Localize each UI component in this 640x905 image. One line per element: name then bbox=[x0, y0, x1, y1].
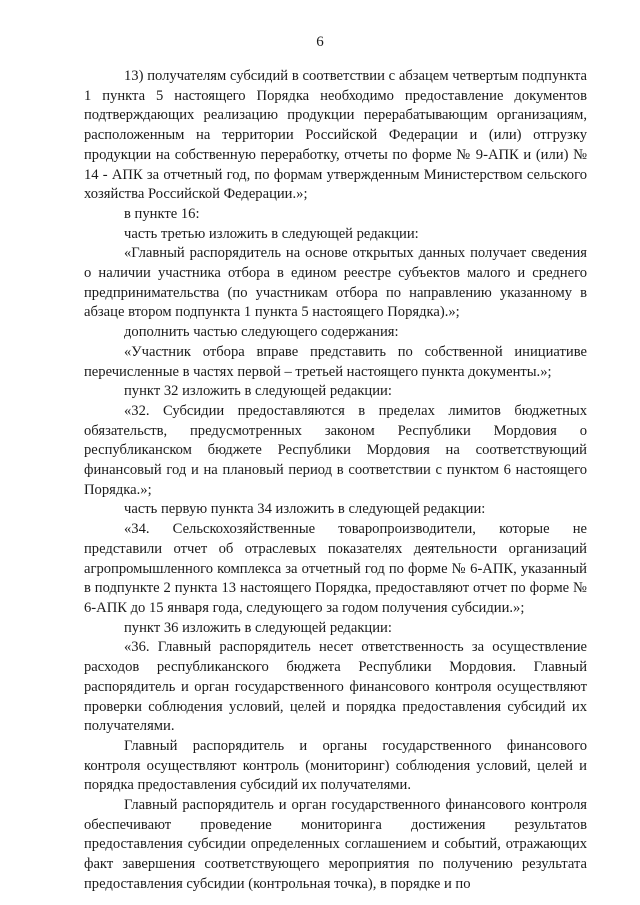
paragraph-section-16: в пункте 16: bbox=[124, 205, 200, 222]
document-body bbox=[84, 67, 587, 895]
page-number: 6 bbox=[316, 34, 324, 50]
paragraph-section-32-text: «32. Субсидии предоставляются в пределах лимитов бюджетных обязательств, предусмотренных законом Республики Мордовия о республиканском бюджете Республики Мордовия на соответствующий финансовый год и на плановый период в соответствии с пунктом 6 настоящего Порядка.»; bbox=[84, 402, 587, 498]
paragraph-13: 13) получателям субсидий в соответствии с абзацем четвертым подпункта 1 пункта 5 настоящего Порядка необходимо предоставление документов подтверждающих реализацию продукции перерабатывающим организациям, расположенным на территории Российской Федерации и (или) отгрузку продукции на собственную переработку, отчеты по форме № 9-АПК и (или) № 14 - АПК за отчетный год, по формам утвержденным Министерством сельского хозяйства Российской Федерации.»; bbox=[84, 68, 587, 203]
paragraph-section-34-text: «34. Сельскохозяйственные товаропроизводители, которые не представили отчет об отраслевых показателях деятельности организаций агропромышленного комплекса за отчетный год по форме № 6-АПК, указанный в подпункте 2 пункта 13 настоящего Порядка, предоставляют отчет по форме № 6-АПК до 15 января года, следующего за годом получения субсидии.»; bbox=[84, 521, 587, 616]
paragraph-part-three-instruction: часть третью изложить в следующей редакции: bbox=[124, 225, 419, 242]
paragraph-part-three-text: «Главный распорядитель на основе открытых данных получает сведения о наличии участника отбора в едином реестре субъектов малого и среднего предпринимательства (по участникам отбора по направлению указанному в абзаце втором подпункта 1 пункта 5 настоящего Порядка).»; bbox=[84, 245, 587, 321]
paragraph-section-36-instruction: пункт 36 изложить в следующей редакции: bbox=[124, 619, 392, 636]
paragraph-section-36-text: «36. Главный распорядитель несет ответственность за осуществление расходов республиканского бюджета Республики Мордовия. Главный распорядитель и орган государственного финансового контроля осуществляют проверки соблюдения условий, целей и порядка предоставления субсидий их получателями. bbox=[84, 639, 587, 735]
paragraph-section-32-instruction: пункт 32 изложить в следующей редакции: bbox=[124, 383, 392, 400]
paragraph-add-part-instruction: дополнить частью следующего содержания: bbox=[124, 324, 399, 341]
paragraph-add-part-text: «Участник отбора вправе представить по собственной инициативе перечисленные в частях первой – третьей настоящего пункта документы.»; bbox=[84, 343, 587, 380]
paragraph-monitoring-results: Главный распорядитель и орган государственного финансового контроля обеспечивают проведение мониторинга достижения результатов предоставления субсидии определенных соглашением и событий, отражающих факт завершения соответствующего мероприятия по получению результата предоставления субсидии (контрольная точка), в порядке и по bbox=[84, 797, 587, 892]
paragraph-control-monitoring: Главный распорядитель и органы государственного финансового контроля осуществляют контроль (мониторинг) соблюдения условий, целей и порядка предоставления субсидий их получателями. bbox=[84, 737, 587, 794]
paragraph-section-34-instruction: часть первую пункта 34 изложить в следующей редакции: bbox=[124, 501, 486, 518]
